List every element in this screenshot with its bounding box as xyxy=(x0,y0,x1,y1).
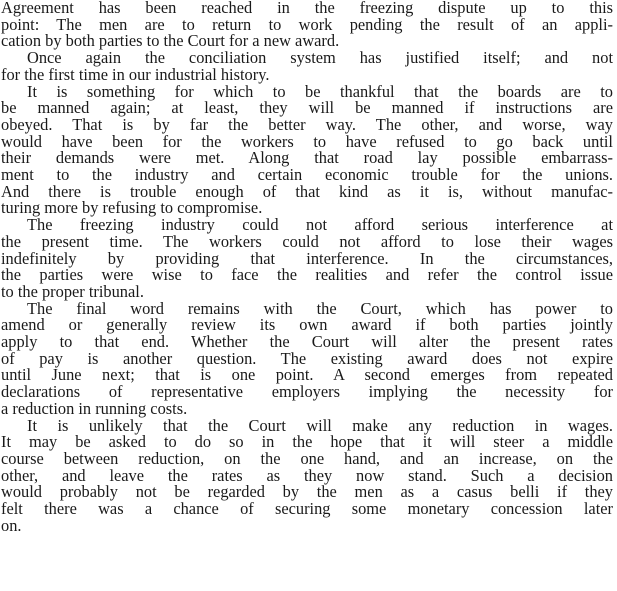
text-line: to the proper tribunal. xyxy=(1,281,144,301)
text-line: It is unlikely that the Court will make any reduction in wages. xyxy=(27,415,613,435)
text-line: apply to that end. Whether the Court will alter the present rates xyxy=(1,332,613,352)
article-body xyxy=(1,0,613,535)
text-line: other, and leave the rates as they now stand. Such a decision xyxy=(1,465,613,485)
text-line: obeyed. That is by far the better way. The other, and worse, way xyxy=(1,114,613,134)
text-line: would have been for the workers to have refused to go back until xyxy=(1,131,613,151)
article-paragraph xyxy=(1,81,613,218)
text-line: declarations of representative employers implying the necessity for xyxy=(1,382,613,402)
text-line: Agreement has been reached in the freezing dispute up to this xyxy=(1,0,613,17)
text-line: And there is trouble enough of that kind as it is, without manufac- xyxy=(1,181,613,201)
text-line: Once again the conciliation system has justified itself; and not xyxy=(27,48,613,68)
text-line: point: The men are to return to work pending the result of an appli- xyxy=(1,14,613,34)
text-line: would probably not be regarded by the men as a casus belli if they xyxy=(1,482,613,502)
text-line: The freezing industry could not afford serious interference at xyxy=(27,215,613,235)
text-line: of pay is another question. The existing award does not expire xyxy=(1,348,613,368)
text-line: the parties were wise to face the realities and refer the control issue xyxy=(1,265,613,285)
text-line: ment to the industry and certain economic trouble for the unions. xyxy=(1,165,613,185)
article-paragraph xyxy=(1,0,613,50)
article-paragraph xyxy=(1,298,613,418)
text-line: be manned again; at least, they will be manned if instructions are xyxy=(1,98,613,118)
text-line: on. xyxy=(1,515,22,535)
text-line: turing more by refusing to compromise. xyxy=(1,198,263,218)
article-paragraph xyxy=(1,415,613,535)
text-line: course between reduction, on the one hand, and an increase, on the xyxy=(1,448,613,468)
text-line: The final word remains with the Court, which has power to xyxy=(27,298,613,318)
text-line: the present time. The workers could not afford to lose their wages xyxy=(1,231,613,251)
text-line: their demands were met. Along that road lay possible embarrass- xyxy=(1,148,613,168)
text-line: until June next; that is one point. A second emerges from repeated xyxy=(1,365,613,385)
text-line: indefinitely by providing that interference. In the circumstances, xyxy=(1,248,613,268)
article-paragraph xyxy=(1,50,613,83)
text-line: for the first time in our industrial history. xyxy=(1,64,270,84)
text-line: felt there was a chance of securing some monetary concession later xyxy=(1,499,613,519)
article-paragraph xyxy=(1,217,613,301)
text-line: cation by both parties to the Court for a new award. xyxy=(1,31,340,51)
text-line: a reduction in running costs. xyxy=(1,398,188,418)
text-line: It may be asked to do so in the hope that it will steer a middle xyxy=(1,432,613,452)
text-line: amend or generally review its own award if both parties jointly xyxy=(1,315,613,335)
text-line: It is something for which to be thankful that the boards are to xyxy=(27,81,613,101)
